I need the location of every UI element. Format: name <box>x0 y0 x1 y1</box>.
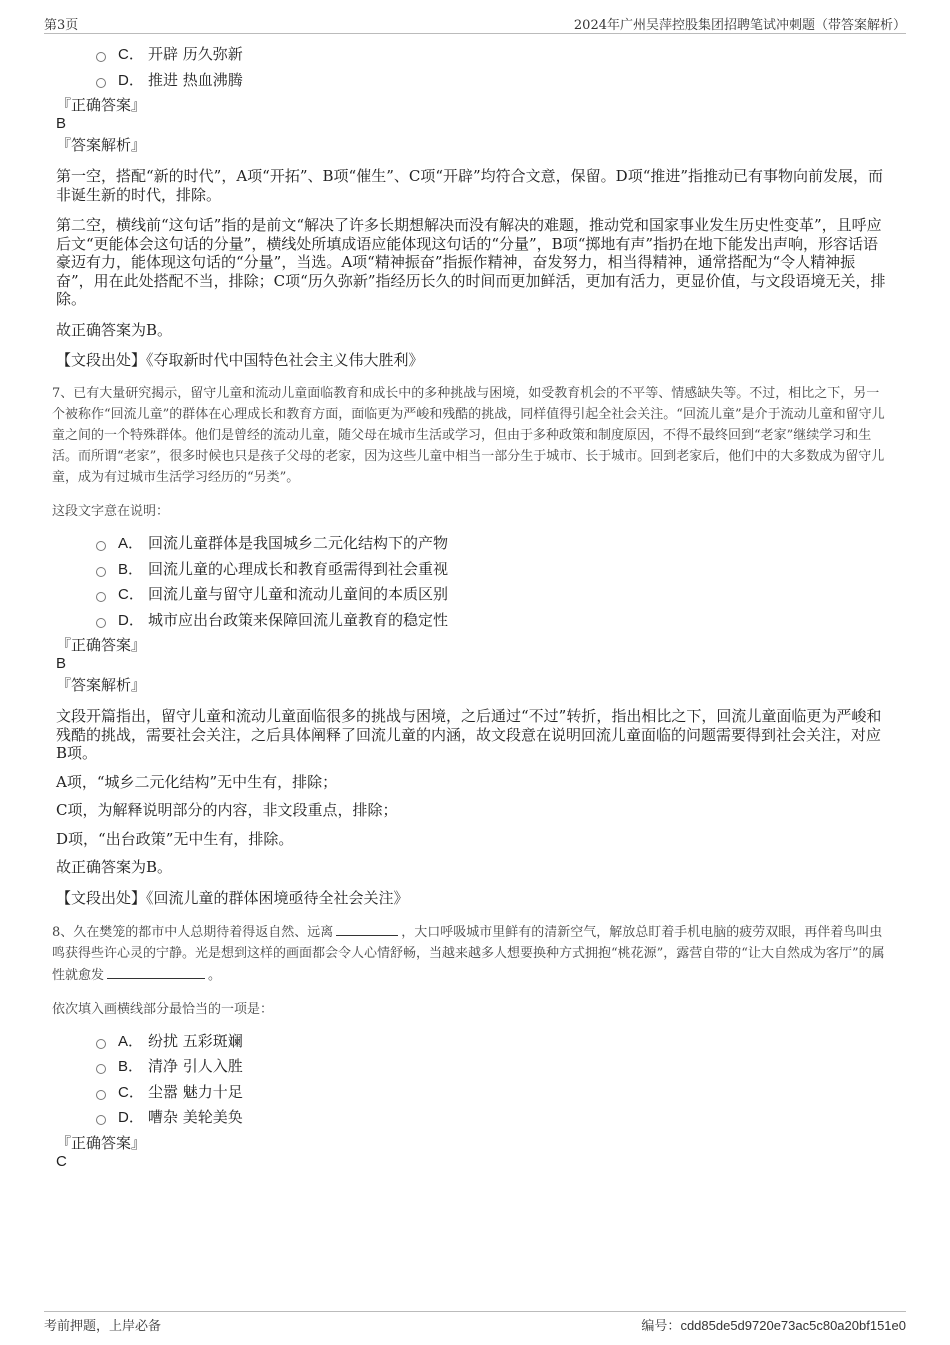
q6-analysis-para: 第二空，横线前“这句话”指的是前文“解决了许多长期想解决而没有解决的难题，推动党和国家事业发生历史性变革”，且呼应后文“更能体会这句话的分量”，横线处所填成语应能体现这句话的“分量”，B项“掷地有声”指扔在地下能发出声响，形容话语豪迈有力，能体现这句话的“分量”，当选。A项“精神振奋”指振作精神，奋发努力，相当得精神，通常搭配为“令人精神振奋”，用在此处搭配不当，排除；C项“历久弥新”指经历长久的时间而更加鲜活，更加有活力，更显价值，与文段语境无关，排除。 <box>56 216 886 308</box>
q6-analysis-label: 『答案解析』 <box>56 136 147 154</box>
radio-icon[interactable] <box>96 592 106 602</box>
q7-analysis-label: 『答案解析』 <box>56 676 147 694</box>
q7-analysis-para: C项，为解释说明部分的内容，非文段重点，排除； <box>56 801 398 819</box>
q6-conclusion: 故正确答案为B。 <box>56 320 173 339</box>
document-code: 编号：cdd85de5d9720e73ac5c80a20bf151e0 <box>641 1318 906 1334</box>
q7-options <box>96 531 892 633</box>
q7-answer: B <box>56 655 67 672</box>
q7-option-c[interactable]: C． 回流儿童与留守儿童和流动儿童间的本质区别 <box>96 582 892 608</box>
radio-icon[interactable] <box>96 567 106 577</box>
q7-option-d[interactable]: D． 城市应出台政策来保障回流儿童教育的稳定性 <box>96 608 892 634</box>
document-body <box>52 42 892 1171</box>
q6-option-d[interactable]: D． 推进 热血沸腾 <box>96 68 892 94</box>
radio-icon[interactable] <box>96 52 106 62</box>
radio-icon[interactable] <box>96 1090 106 1100</box>
q7-analysis-para: A项，“城乡二元化结构”无中生有，排除； <box>56 772 338 791</box>
q8-option-c[interactable]: C． 尘嚣 魅力十足 <box>96 1080 892 1106</box>
q8-option-d[interactable]: D． 嘈杂 美轮美奂 <box>96 1105 892 1131</box>
page-footer <box>44 1311 906 1334</box>
q7-question: 7、已有大量研究揭示，留守儿童和流动儿童面临教育和成长中的多种挑战与困境，如受教育机会的不平等、情感缺失等。不过，相比之下，另一个被称作“回流儿童”的群体在心理成长和教育方面，面临更为严峻和残酷的挑战，同样值得引起全社会关注。“回流儿童”是介于流动儿童和留守儿童之间的一个特殊群体。他们是曾经的流动儿童，随父母在城市生活或学习，但由于多种政策和制度原因，不得不最终回到“老家”继续学习和生活。而所谓“老家”，很多时候也只是孩子父母的老家，因为这些儿童中相当一部分生于城市、长于城市。回到老家后，他们中的大多数成为留守儿童，成为有过城市生活学习经历的“另类”。 <box>52 386 885 485</box>
q8-answer-label: 『正确答案』 <box>56 1133 147 1152</box>
radio-icon[interactable] <box>96 1064 106 1074</box>
q7-prompt: 这段文字意在说明： <box>52 504 170 519</box>
radio-icon[interactable] <box>96 1115 106 1125</box>
q8-answer: C <box>56 1152 67 1170</box>
radio-icon[interactable] <box>96 1039 106 1049</box>
q8-options <box>96 1029 892 1131</box>
q6-analysis-para: 第一空，搭配“新的时代”，A项“开拓”、B项“催生”、C项“开辟”均符合文意，保留。D项“推进”指推动已有事物向前发展，而非诞生新的时代，排除。 <box>56 167 884 204</box>
q8-question: 8、久在樊笼的都市中人总期待着得返自然、远离 ，大口呼吸城市里鲜有的清新空气，解放总盯着手机电脑的疲劳双眼，再伴着鸟叫虫鸣获得些许心灵的宁静。光是想到这样的画面都会令人心情舒畅，当越来越多人想要换种方式拥抱“桃花源”，露营自带的“让大自然成为客厅”的属性就愈发 。 <box>52 921 892 986</box>
footer-slogan: 考前押题，上岸必备 <box>44 1319 162 1334</box>
q6-option-c[interactable]: C． 开辟 历久弥新 <box>96 42 892 68</box>
page-header <box>44 14 906 34</box>
q7-option-b[interactable]: B． 回流儿童的心理成长和教育亟需得到社会重视 <box>96 557 892 583</box>
q8-blank-2 <box>107 964 205 979</box>
q6-source: 【文段出处】《夺取新时代中国特色社会主义伟大胜利》 <box>56 351 424 369</box>
q8-prompt: 依次填入画横线部分最恰当的一项是： <box>52 1001 274 1017</box>
q7-conclusion: 故正确答案为B。 <box>56 858 173 876</box>
q7-source: 【文段出处】《回流儿童的群体困境亟待全社会关注》 <box>56 888 409 907</box>
q6-answer-label: 『正确答案』 <box>56 96 147 114</box>
q8-blank-1 <box>336 921 398 936</box>
document-title: 2024年广州吴萍控股集团招聘笔试冲刺题（带答案解析） <box>573 18 906 33</box>
radio-icon[interactable] <box>96 541 106 551</box>
radio-icon[interactable] <box>96 78 106 88</box>
q7-analysis-para: D项，“出台政策”无中生有，排除。 <box>56 829 294 848</box>
radio-icon[interactable] <box>96 618 106 628</box>
q6-options <box>96 42 892 93</box>
q8-option-a[interactable]: A． 纷扰 五彩斑斓 <box>96 1029 892 1055</box>
q6-answer: B <box>56 115 67 132</box>
page-number: 第3页 <box>44 18 79 33</box>
q7-analysis-para: 文段开篇指出，留守儿童和流动儿童面临很多的挑战与困境，之后通过“不过”转折，指出相比之下，回流儿童面临更为严峻和残酷的挑战，需要社会关注，之后具体阐释了回流儿童的内涵，故文段意在说明回流儿童面临的问题需要得到社会关注，对应B项。 <box>56 707 882 762</box>
q7-answer-label: 『正确答案』 <box>56 636 147 654</box>
q7-option-a[interactable]: A． 回流儿童群体是我国城乡二元化结构下的产物 <box>96 531 892 557</box>
q8-option-b[interactable]: B． 清净 引人入胜 <box>96 1054 892 1080</box>
